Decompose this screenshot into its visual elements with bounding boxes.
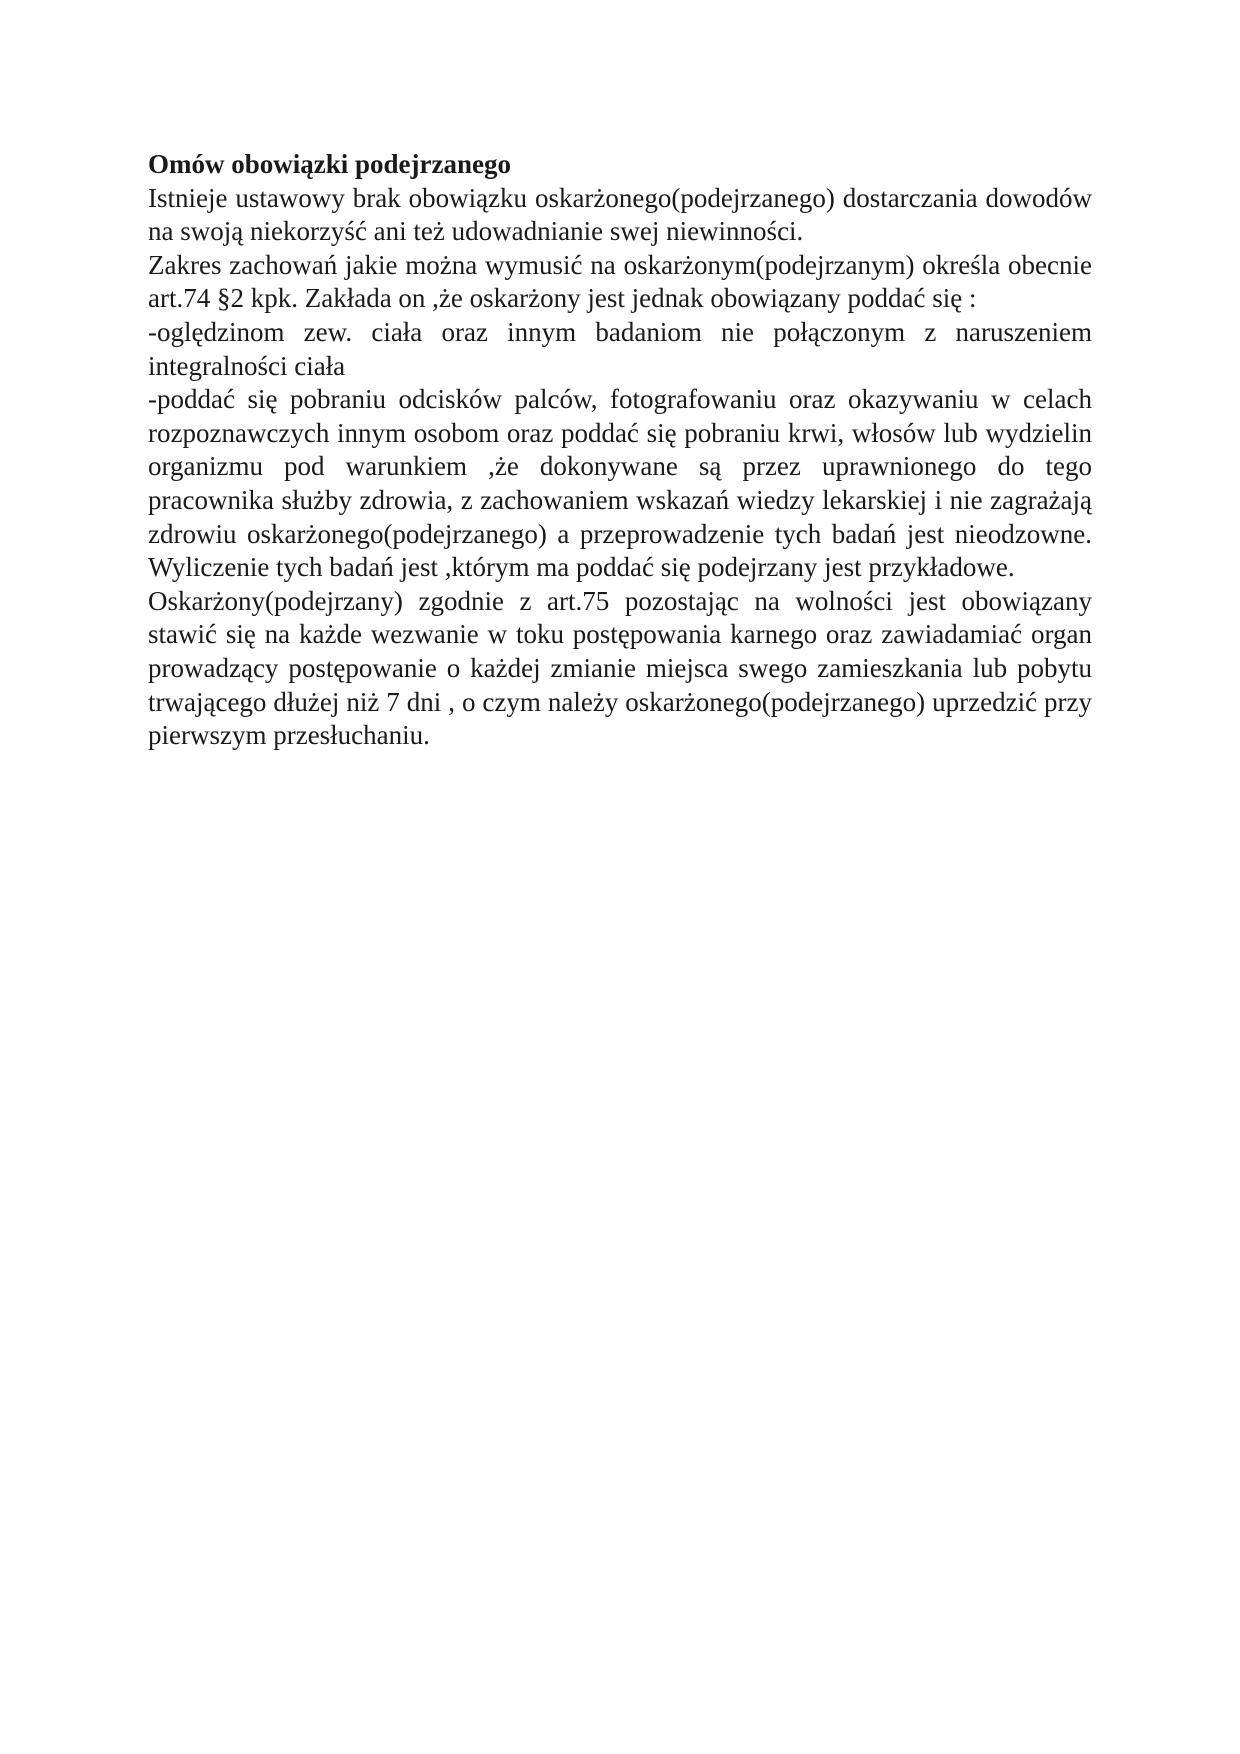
document-content xyxy=(148,148,1092,753)
paragraph-2: Zakres zachowań jakie można wymusić na oskarżonym(podejrzanym) określa obecnie art.74 §2 kpk. Zakłada on ,że oskarżony jest jednak obowiązany poddać się : xyxy=(148,249,1092,314)
paragraph-4: -poddać się pobraniu odcisków palców, fotografowaniu oraz okazywaniu w celach rozpoznawczych innym osobom oraz poddać się pobraniu krwi, włosów lub wydzielin organizmu pod warunkiem ,że dokonywane są przez uprawnionego do tego pracownika służby zdrowia, z zachowaniem wskazań wiedzy lekarskiej i nie zagrażają zdrowiu oskarżonego(podejrzanego) a przeprowadzenie tych badań jest nieodzowne. Wyliczenie tych badań jest ,którym ma poddać się podejrzany jest przykładowe. xyxy=(148,384,1092,583)
paragraph-5: Oskarżony(podejrzany) zgodnie z art.75 pozostając na wolności jest obowiązany stawić się na każde wezwanie w toku postępowania karnego oraz zawiadamiać organ prowadzący postępowanie o każdej zmianie miejsca swego zamieszkania lub pobytu trwającego dłużej niż 7 dni , o czym należy oskarżonego(podejrzanego) uprzedzić przy pierwszym przesłuchaniu. xyxy=(148,585,1092,751)
document-title: Omów obowiązki podejrzanego xyxy=(148,149,511,179)
paragraph-1: Istnieje ustawowy brak obowiązku oskarżonego(podejrzanego) dostarczania dowodów na swoją niekorzyść ani też udowadnianie swej niewinności. xyxy=(148,182,1092,247)
paragraph-3: -oględzinom zew. ciała oraz innym badaniom nie połączonym z naruszeniem integralności ciała xyxy=(148,316,1092,381)
